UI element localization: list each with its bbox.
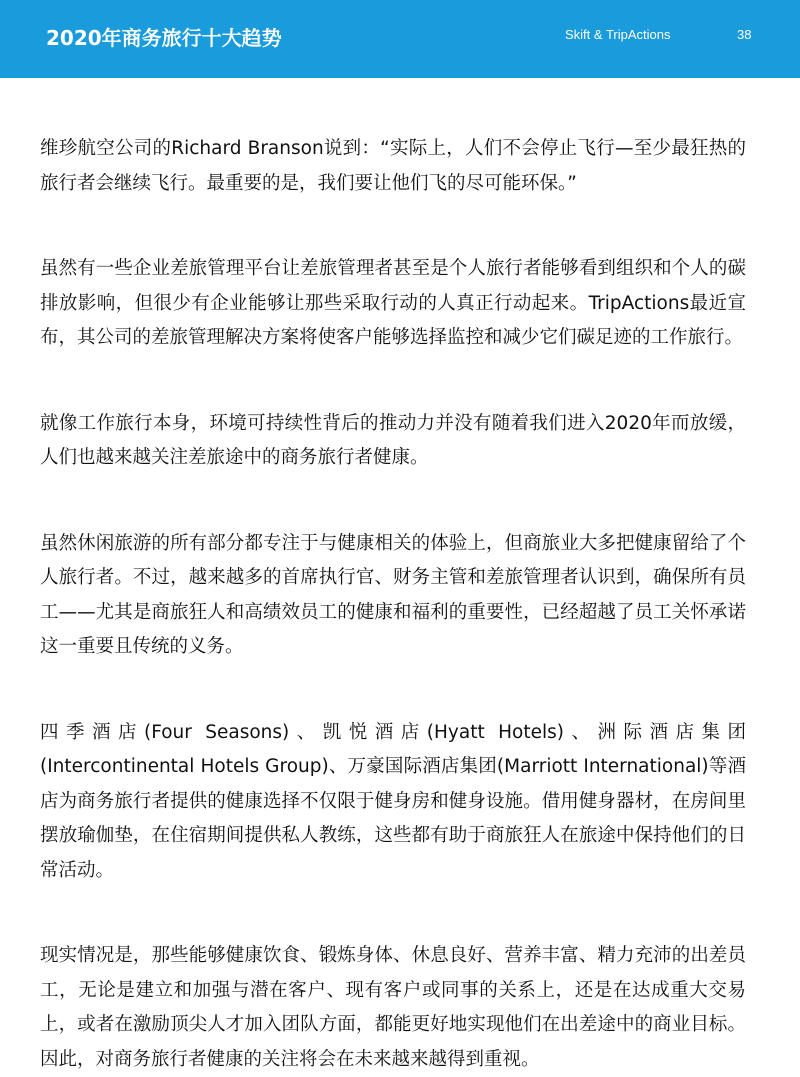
paragraph-sustainability: 就像工作旅行本身，环境可持续性背后的推动力并没有随着我们进入2020年而放缓，人们也越来越关注差旅途中的商务旅行者健康。 xyxy=(40,412,746,468)
page-number: 38 xyxy=(737,27,752,42)
paragraph-hotels: 四季酒店(Four Seasons)、凯悦酒店(Hyatt Hotels)、洲际酒店集团(Intercontinental Hotels Group)、万豪国际酒店集团(Marriott International)等酒店为商务旅行者提供的健康选择不仅限于健身房和健身设施。借用健身器材，在房间里摆放瑜伽垫，在住宿期间提供私人教练，这些都有助于商旅狂人在旅途中保持他们的日常活动。 xyxy=(40,721,746,881)
paragraph-carbon-tracking: 虽然有一些企业差旅管理平台让差旅管理者甚至是个人旅行者能够看到组织和个人的碳排放影响，但很少有企业能够让那些采取行动的人真正行动起来。TripActions最近宣布，其公司的差旅管理解决方案将使客户能够选择监控和减少它们碳足迹的工作旅行。 xyxy=(40,258,746,348)
paragraph-branson-quote: 维珍航空公司的Richard Branson说到：“实际上，人们不会停止飞行—至少最狂热的旅行者会继续飞行。最重要的是，我们要让他们飞的尽可能环保。” xyxy=(40,138,746,194)
header-bar xyxy=(0,0,800,78)
document-title: 2020年商务旅行十大趋势 xyxy=(46,26,282,50)
paragraph-wellness: 虽然休闲旅游的所有部分都专注于与健康相关的体验上，但商旅业大多把健康留给了个人旅行者。不过，越来越多的首席执行官、财务主管和差旅管理者认识到，确保所有员工——尤其是商旅狂人和高绩效员工的健康和福利的重要性，已经超越了员工关怀承诺这一重要且传统的义务。 xyxy=(40,532,746,657)
article-body xyxy=(40,132,746,1077)
source-label: Skift & TripActions xyxy=(565,27,671,42)
paragraph-conclusion: 现实情况是，那些能够健康饮食、锻炼身体、休息良好、营养丰富、精力充沛的出差员工，无论是建立和加强与潜在客户、现有客户或同事的关系上，还是在达成重大交易上，或者在激励顶尖人才加入团队方面，都能更好地实现他们在出差途中的商业目标。因此，对商务旅行者健康的关注将会在未来越来越得到重视。 xyxy=(40,945,746,1070)
